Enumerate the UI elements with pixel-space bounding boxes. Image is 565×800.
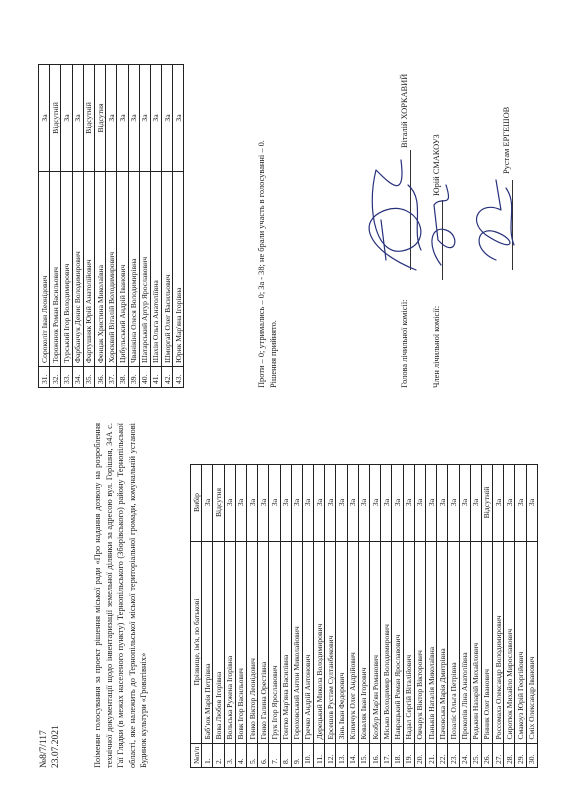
table-row [392,464,403,767]
deputy-name: Позаліс Ольга Петрівна [448,541,459,743]
deputy-name: Наврацький Роман Ярославович [392,541,403,743]
row-number: 2. [213,743,224,767]
deputy-name: Прокопів Ліна Анатоліївна [459,541,470,743]
deputy-name: Шатарський Артур Ярославович [139,172,150,367]
deputy-name: Шахін Ольга Анатоліївна [150,172,161,367]
deputy-name: Гороховський Антон Миколайович [291,541,302,743]
vote-rows-left [202,464,538,767]
vote-choice: За [414,464,425,541]
deputy-name: Надал Сергій Віталійович [403,541,414,743]
row-number: 26. [481,743,492,767]
deputy-name: Дерецький Микола Володимирович [314,541,325,743]
signature-scribble-chair-flourish [381,185,421,260]
row-number: 10. [302,743,313,767]
deputy-name: Коваляк Іван Ігорович [358,541,369,743]
table-header-row [191,464,202,767]
document-number: №8/7/117 [39,730,49,768]
vote-choice: Відсутній [83,65,94,172]
table-row [246,464,257,767]
row-number: 38. [117,367,128,388]
vote-description: Поіменне голосування за проект рішення міської ради «Про надання дозволу на розроблення технічної документації щодо інвентаризації земельної ділянки за адресою вул. Горішня, 34А с. Гаї Глядки (в межах населеного пункту) Тернопільського (Зборівського) району Тернопільської області, яке належить до Тернопільської міської територіальної громади, комунальній установі Будинок культури «Гроватівніх» [93,423,149,768]
signature-name-member-1: Юрій СМАКОУЗ [432,134,441,196]
deputy-name: Сміх Олександр Іванович [526,541,537,743]
deputy-name: Вовк Ігор Васильович [235,541,246,743]
vote-choice: За [370,464,381,541]
row-number: 16. [370,743,381,767]
deputy-name: Козбур Мар'ян Романович [370,541,381,743]
vote-choice: За [392,464,403,541]
deputy-name: Торожнюк Роман Васильович [50,172,61,367]
row-number: 9. [291,743,302,767]
vote-choice: За [325,464,336,541]
row-number: 11. [314,743,325,767]
vote-choice: За [314,464,325,541]
signature-role-member: Член лічильної комісії: [432,305,441,388]
row-number: 20. [414,743,425,767]
deputy-name: Смакоуз Юрій Георгійович [515,541,526,743]
row-number: 25. [470,743,481,767]
table-row [173,65,184,388]
vote-choice: За [515,464,526,541]
vote-choice: За [224,464,235,541]
signature-scribble-member-2 [477,180,510,260]
table-row [150,65,161,388]
deputy-name: Грук Ігор Ярославович [269,541,280,743]
document-date: 23.07.2021 [51,725,61,768]
deputy-name: Фарбанчук Денис Володимирович [72,172,83,367]
header-name: Прізвище, ім'я, по батькові [191,541,202,743]
table-row [106,65,117,388]
row-number: 31. [39,367,50,388]
deputy-name: Місько Володимир Володимирович [381,541,392,743]
table-row [414,464,425,767]
vote-choice: За [258,464,269,541]
deputy-name: Редькин Назарій Михайлович [470,541,481,743]
signature-role-chair: Голова лічильної комісії: [400,299,409,388]
table-row [526,464,537,767]
table-row [515,464,526,767]
row-number: 43. [173,367,184,388]
row-number: 5. [246,743,257,767]
deputy-name: Генко Галина Орестівна [258,541,269,743]
row-number: 24. [459,743,470,767]
row-number: 19. [403,743,414,767]
deputy-name: Овчарук Віктор Вікторович [414,541,425,743]
row-number: 18. [392,743,403,767]
vote-choice: За [504,464,515,541]
table-row [280,464,291,767]
signature-scribble-chair [369,160,421,270]
vote-choice: За [150,65,161,172]
row-number: 32. [50,367,61,388]
signature-scribble-member-1 [432,185,455,265]
deputy-name: Паньків Наталія Миколаївна [425,541,436,743]
row-number: 8. [280,743,291,767]
row-number: 6. [258,743,269,767]
signature-name-member-2: Рустам ЕРГЕШОВ [502,106,511,174]
deputy-name: Сороколіт Іван Леонідович [39,172,50,367]
deputy-name: Сиротюк Михайло Мирославович [504,541,515,743]
row-number: 3. [224,743,235,767]
table-row [128,65,139,388]
deputy-name: Чванікіна Олеся Володимирівна [128,172,139,367]
table-row [83,65,94,388]
document-header [38,725,62,768]
vote-choice: За [448,464,459,541]
row-number: 41. [150,367,161,388]
vote-choice: За [128,65,139,172]
row-number: 30. [526,743,537,767]
vote-choice: За [106,65,117,172]
signature-scribble-member-2-flourish [506,188,514,245]
deputy-name: Фенцак Христина Миколаївна [94,172,105,367]
vote-choice: За [493,464,504,541]
deputy-name: Рінник Олег Іванович [481,541,492,743]
row-number: 17. [381,743,392,767]
vote-choice: За [358,464,369,541]
deputy-name: Пачовська Марія Дмитрівна [437,541,448,743]
row-number: 14. [347,743,358,767]
vote-choice: Відсутня [213,464,224,541]
deputy-name: Хорєквий Віталій Володимирович [106,172,117,367]
row-number: 4. [235,743,246,767]
signature-name-chair: Віталій ХОРКАВИЙ [400,73,409,148]
table-row [325,464,336,767]
row-number: 28. [504,743,515,767]
table-row [381,464,392,767]
table-row [224,464,235,767]
deputy-name: Фартушняк Юрій Анатолійович [83,172,94,367]
vote-choice: За [336,464,347,541]
vote-choice: За [235,464,246,541]
row-number: 35. [83,367,94,388]
table-row [347,464,358,767]
row-number: 12. [325,743,336,767]
table-row [202,464,213,767]
deputy-name: Вольська Ружена Ігорівна [224,541,235,743]
row-number: 36. [94,367,105,388]
deputy-name: Гречко Андрій Антонович [302,541,313,743]
deputy-name: Юрик Мар'яна Ігорівна [173,172,184,367]
vote-choice: За [381,464,392,541]
deputy-name: Ерсешов Рустам Султанбекович [325,541,336,743]
row-number: 1. [202,743,213,767]
vote-table-left [190,464,538,768]
table-row [314,464,325,767]
vote-tally: Проти – 0; утримались – 0; За - 38; не брали участь в голосуванні – 0. [257,140,266,388]
table-row [425,464,436,767]
vote-choice: За [162,65,173,172]
vote-table-right [38,64,184,388]
deputy-name: Зінь Іван Федорович [336,541,347,743]
table-row [302,464,313,767]
table-row [470,464,481,767]
table-row [291,464,302,767]
header-number: №п/п [191,743,202,767]
row-number: 13. [336,743,347,767]
table-row [213,464,224,767]
decision-status: Рішення прийнято. [268,320,278,388]
row-number: 15. [358,743,369,767]
vote-choice: За [347,464,358,541]
table-row [117,65,128,388]
vote-rows-right [39,65,184,388]
row-number: 21. [425,743,436,767]
table-row [94,65,105,388]
vote-choice: За [202,464,213,541]
table-row [481,464,492,767]
table-row [358,464,369,767]
table-row [504,464,515,767]
deputy-name: Турський Ігор Володимирович [61,172,72,367]
handwritten-signatures [346,150,546,280]
deputy-name: Россомаха Олександр Володимирович [493,541,504,743]
vote-choice: Відсутній [50,65,61,172]
deputy-name: Цибульський Андрій Іванович [117,172,128,367]
row-number: 40. [139,367,150,388]
table-row [50,65,61,388]
vote-choice: За [117,65,128,172]
row-number: 33. [61,367,72,388]
table-row [269,464,280,767]
table-row [235,464,246,767]
row-number: 39. [128,367,139,388]
vote-choice: За [246,464,257,541]
deputy-name: Шморгай Олег Васильович [162,172,173,367]
table-row [437,464,448,767]
table-row [61,65,72,388]
vote-result [256,48,279,388]
row-number: 27. [493,743,504,767]
table-row [336,464,347,767]
vote-choice: За [280,464,291,541]
row-number: 34. [72,367,83,388]
table-row [459,464,470,767]
row-number: 22. [437,743,448,767]
table-row [448,464,459,767]
deputy-name: Вова Любов Ігорівна [213,541,224,743]
vote-choice: За [139,65,150,172]
table-row [139,65,150,388]
vote-choice: Відсутній [481,464,492,541]
deputy-name: Бабʼюк Марія Петрівна [202,541,213,743]
vote-choice: За [72,65,83,172]
row-number: 29. [515,743,526,767]
vote-choice: За [437,464,448,541]
row-number: 37. [106,367,117,388]
table-row [493,464,504,767]
vote-choice: За [39,65,50,172]
table-row [370,464,381,767]
vote-choice: За [302,464,313,541]
vote-choice: За [526,464,537,541]
vote-choice: За [173,65,184,172]
vote-choice: Відсутня [94,65,105,172]
vote-choice: За [403,464,414,541]
table-row [258,464,269,767]
row-number: 7. [269,743,280,767]
table-row [403,464,414,767]
vote-choice: За [269,464,280,541]
deputy-name: Климчук Олег Андрійович [347,541,358,743]
table-row [72,65,83,388]
vote-choice: За [291,464,302,541]
vote-choice: За [61,65,72,172]
row-number: 23. [448,743,459,767]
table-row [39,65,50,388]
row-number: 42. [162,367,173,388]
vote-choice: За [470,464,481,541]
table-row [162,65,173,388]
vote-choice: За [425,464,436,541]
deputy-name: Генко Віктор Леонідович [246,541,257,743]
deputy-name: Гонтко Мар'яна Василівна [280,541,291,743]
vote-choice: За [459,464,470,541]
header-vote: Вибір [191,464,202,541]
